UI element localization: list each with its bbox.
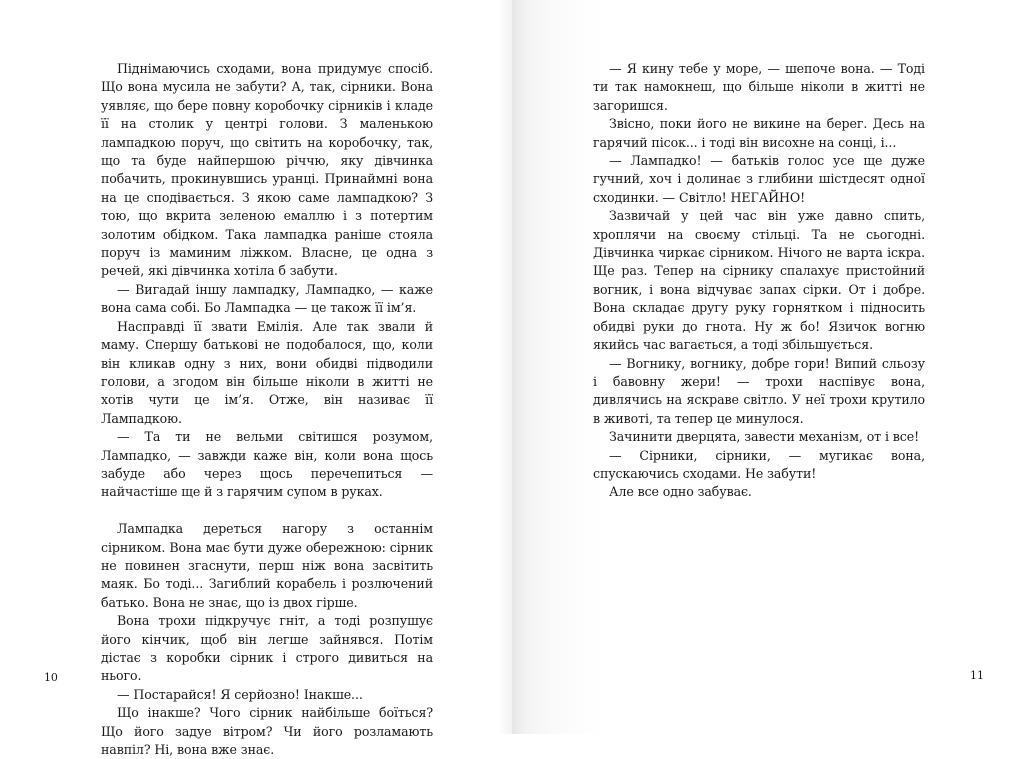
paragraph: Але все одно забуває. [609, 484, 752, 500]
right-page-text [593, 60, 925, 502]
paragraph: — Та ти не вельми світишся розумом, Лампадко, — завжди каже він, коли вона щось забуде або через щось перечепиться — найчастіше ще й з гарячим супом в руках. [101, 429, 433, 500]
paragraph: Зачинити дверцята, завести механізм, от і все! [609, 429, 920, 445]
paragraph: Вона трохи підкручує гніт, а тоді розпушує його кінчик, щоб він легше зайнявся. Потім дістає з коробки сірник і строго дивиться на нього. [101, 613, 433, 684]
gutter-shadow [498, 0, 512, 734]
paragraph: — Лампадко! — батьків голос усе ще дуже гучний, хоч і долинає з глибини шістдесят одної сходинки. — Світло! НЕГАЙНО! [593, 153, 925, 205]
right-page [512, 0, 1024, 734]
paragraph: Що інакше? Чого сірник найбільше боїться? Що його задуе вітром? Чи його розламають навпіл? Ні, вона вже знає. [101, 705, 433, 758]
left-page-text [101, 60, 433, 759]
left-page [0, 0, 512, 758]
paragraph: — Вигадай іншу лампадку, Лампадко, — каже вона сама собі. Бо Лампадка — це також її ім’я. [101, 281, 433, 316]
paragraph: — Вогнику, вогнику, добре гори! Випий сльозу і бавовну жери! — трохи наспівує вона, дивлячись на яскраве світло. У неї трохи крутило в животі, та тепер це минулося. [593, 355, 925, 426]
paragraph: Зазвичай у цей час він уже давно спить, хроплячи на своєму стільці. Та не сьогодні. Дівчинка чиркає сірником. Нічого не варта іскра. Ще раз. Тепер на сірнику спалахує пристойний вогник, і вона відчуває запах сірки. От і добре. Вона складає другу руку горнятком і підносить обидві руки до гнота. Ну ж бо! Язичок вогню якийсь час вагається, а тоді збільшується. [593, 208, 925, 353]
paragraph: — Сірники, сірники, — мугикає вона, спускаючись сходами. Не забути! [593, 447, 925, 481]
paragraph: Піднімаючись сходами, вона придумує спосіб. Що вона мусила не забути? А, так, сірники. Вона уявляє, що бере повну коробочку сірників і кладе її на столик у центрі голови. З маленькою лампадкою поруч, що світить на коробочку, так, що та буде найпершою річчю, яку дівчинка побачить, прокинувшись уранці. Принаймні вона на це сподівається. З якою саме лампадкою? З тою, що вкрита зеленою емаллю і з потертим золотим обідком. Така лампадка раніше стояла поруч із маминим ліжком. Власне, це одна з речей, які дівчинка хотіла б забути. [101, 61, 433, 279]
paragraph: — Постарайся! Я серйозно! Інакше... [117, 686, 363, 702]
page-number: 10 [44, 671, 58, 684]
paragraph: Звісно, поки його не викине на берег. Десь на гарячий пісок... і тоді він висохне на сонці, і... [593, 116, 925, 150]
paragraph: — Я кину тебе у море, — шепоче вона. — Тоді ти так намокнеш, що більше ніколи в житті не загоришся. [593, 61, 925, 113]
page-number: 11 [970, 669, 984, 682]
paragraph: Лампадка дереться нагору з останнім сірником. Вона має бути дуже обережною: сірник не повинен згаснути, перш ніж вона засвітить маяк. Бо тоді... Загиблий корабель і розлючений батько. Вона не знає, що із двох гірше. [101, 521, 433, 610]
paragraph: Насправді її звати Емілія. Але так звали й маму. Спершу батькові не подобалося, що, коли він кликав одну з них, вони обидві підводили голови, а згодом він більше ніколи в житті не хотів чути це ім’я. Отже, він називає її Лампадкою. [101, 318, 433, 426]
